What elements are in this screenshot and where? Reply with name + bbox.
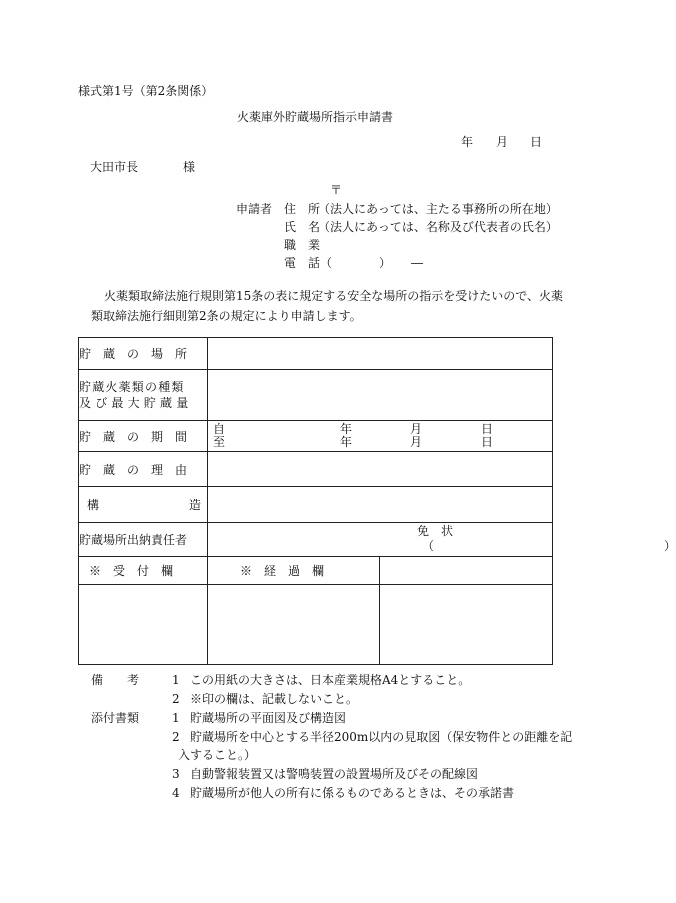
reception-header-cell [79, 557, 208, 585]
location-label: 貯 蔵 の 場 所 [79, 347, 188, 361]
progress-header-cell [208, 557, 380, 585]
location-value-cell[interactable] [208, 338, 553, 370]
form-number: 様式第1号（第2条関係） [78, 84, 214, 98]
reason-label: 貯 蔵 の 理 由 [79, 462, 188, 477]
period-to: 至 [213, 435, 226, 449]
address-note: （法人にあっては、主たる事務所の所在地） [318, 202, 558, 216]
date-month: 月 [496, 135, 509, 149]
license-label: 免 状 [417, 524, 454, 538]
blank-body-cell [380, 585, 553, 665]
phone-label: 電 話（ [284, 256, 333, 270]
row-office-body [79, 585, 553, 665]
form-title: 火薬庫外貯蔵場所指示申請書 [237, 110, 394, 124]
license-open: （ [422, 539, 435, 553]
applicant-label: 申請者 [236, 202, 273, 216]
reason-value-cell[interactable] [208, 452, 553, 487]
attach-2-line-1: 貯蔵場所を中心とする半径200m以内の見取図（保安物件との距離を記 [190, 730, 573, 744]
remark-2: ※印の欄は、記載しないこと。 [190, 692, 359, 706]
row-period [79, 421, 553, 452]
period-label: 貯 蔵 の 期 間 [79, 429, 188, 444]
remark-1: この用紙の大きさは、日本産業規格A4とすること。 [190, 673, 471, 687]
attach-4: 貯蔵場所が他人の所有に係るものであるときは、その承諾書 [190, 786, 515, 800]
attachments-label: 添付書類 [91, 711, 140, 725]
reception-header: ※ 受 付 欄 [89, 564, 174, 578]
addressee-name: 大田市長 [90, 160, 139, 174]
row-location [79, 338, 553, 370]
progress-header: ※ 経 過 欄 [240, 564, 325, 578]
row-kind [79, 370, 553, 421]
structure-value-cell[interactable] [208, 487, 553, 523]
attach-2-line-2: 入すること。） [178, 748, 257, 762]
manager-label-cell [79, 523, 208, 557]
license-close: ） [664, 539, 676, 553]
attach-3-num: 3 [172, 767, 180, 781]
kind-label-cell [79, 370, 208, 421]
period-from-day: 日 [481, 422, 494, 436]
period-label-cell [79, 421, 208, 452]
addressee-honorific: 様 [183, 160, 196, 174]
reason-label-cell [79, 452, 208, 487]
structure-label-cell [79, 487, 208, 523]
row-reason [79, 452, 553, 487]
body-line-2: 類取締法施行細則第2条の規定により申請します。 [91, 309, 362, 323]
name-label: 氏 名 [284, 220, 321, 234]
date-year: 年 [461, 135, 474, 149]
row-structure [79, 487, 553, 523]
attach-4-num: 4 [172, 786, 180, 800]
manager-label: 貯蔵場所出納責任者 [79, 533, 188, 547]
attach-1-num: 1 [172, 711, 180, 725]
postal-mark: 〒 [330, 183, 343, 197]
address-label: 住 所 [284, 202, 321, 216]
row-office-headers [79, 557, 553, 585]
body-line-1: 火薬類取締法施行規則第15条の表に規定する安全な場所の指示を受けたいので、火薬 [104, 289, 564, 303]
period-from-month: 月 [410, 422, 423, 436]
reception-body-cell [79, 585, 208, 665]
attach-2-num: 2 [172, 730, 180, 744]
kind-value-cell[interactable] [208, 370, 553, 421]
period-to-month: 月 [410, 435, 423, 449]
kind-label-line-1: 貯蔵火薬類の種類 [79, 380, 185, 394]
period-to-day: 日 [481, 435, 494, 449]
progress-body-cell [208, 585, 380, 665]
name-note: （法人にあっては、名称及び代表者の氏名） [318, 220, 558, 234]
remark-1-num: 1 [172, 673, 180, 687]
blank-header-cell [380, 557, 553, 585]
date-day: 日 [530, 135, 543, 149]
location-label-cell [79, 338, 208, 370]
period-from-year: 年 [340, 422, 353, 436]
period-to-year: 年 [340, 435, 353, 449]
structure-label-right: 造 [188, 498, 201, 512]
kind-label-line-2: 及び最大貯蔵量 [79, 396, 193, 410]
row-manager [79, 523, 553, 557]
period-value-cell[interactable] [208, 421, 553, 452]
occupation-label: 職 業 [284, 238, 321, 252]
attach-1: 貯蔵場所の平面図及び構造図 [190, 711, 347, 725]
manager-value-cell[interactable] [208, 523, 676, 557]
phone-dash: ― [411, 256, 423, 270]
remark-2-num: 2 [172, 692, 180, 706]
remarks-label: 備 考 [91, 673, 140, 687]
period-from: 自 [213, 422, 226, 436]
structure-label [79, 496, 207, 513]
application-table [78, 337, 676, 665]
structure-label-left: 構 [87, 498, 100, 512]
phone-close: ） [379, 256, 392, 270]
attach-3: 自動警報装置又は警鳴装置の設置場所及びその配線図 [190, 767, 479, 781]
